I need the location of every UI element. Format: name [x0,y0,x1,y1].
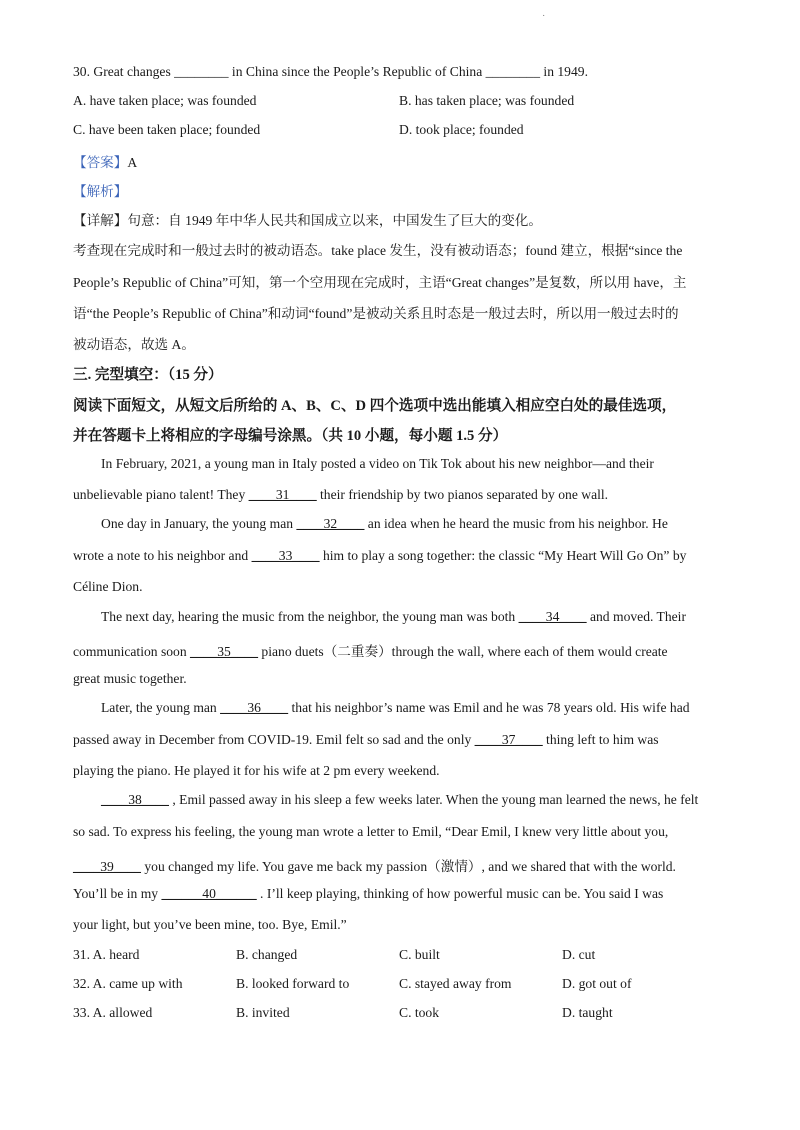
passage-line [101,609,686,625]
answer-line [73,151,137,171]
blank-39: ____39____ [73,859,141,874]
passage-line [101,516,668,532]
passage-text: him to play a song together: the classic “My Heart Will Go On” by [319,548,687,563]
passage-text: thing left to him was [542,732,659,747]
passage-text: wrote a note to his neighbor and [73,548,252,563]
option-32-d: D. got out of [562,976,632,991]
passage-text: You’ll be in my [73,886,162,901]
answer-label: 【答案】 [73,155,128,170]
detail-line-5: 被动语态，故选 A。 [73,337,195,352]
detail-line-3: People’s Republic of China”可知，第一个空用现在完成时，主语“Great changes”是复数，所以用 have，主 [73,275,687,290]
passage-line: great music together. [73,671,187,686]
blank-32: ____32____ [296,516,365,531]
passage-text: and moved. Their [586,609,686,624]
option-32-b: B. looked forward to [236,976,350,991]
option-31-c: C. built [399,947,440,962]
blank-36: ____36____ [220,700,289,715]
option-32-a: 32. A. came up with [73,976,183,991]
top-mark: ˙ [542,14,546,25]
analysis-label: 【解析】 [73,184,128,199]
passage-line: playing the piano. He played it for his wife at 2 pm every weekend. [73,763,440,778]
passage-text: you changed my life. You gave me back my passion（激情）, and we shared that with the world. [140,859,676,874]
passage-line: Céline Dion. [73,579,143,594]
blank-40: ______40______ [161,886,257,901]
section-heading: 三. 完型填空：（15 分） [73,367,223,383]
passage-text: One day in January, the young man [101,516,297,531]
detail-line-1: 【详解】句意：自 1949 年中华人民共和国成立以来，中国发生了巨大的变化。 [73,213,542,228]
option-33-b: B. invited [236,1005,290,1020]
detail-line-2: 考查现在完成时和一般过去时的被动语态。take place 发生，没有被动语态；found 建立，根据“since the [73,243,683,258]
q30-stem: 30. Great changes ________ in China since the People’s Republic of China ________ in 1949. [73,64,588,79]
passage-line [73,855,676,875]
answer-value: A [127,155,138,170]
passage-line: so sad. To express his feeling, the young man wrote a letter to Emil, “Dear Emil, I knew very little about you, [73,824,669,839]
passage-line [101,792,698,808]
option-31-a: 31. A. heard [73,947,140,962]
passage-text: their friendship by two pianos separated by one wall. [316,487,609,502]
q30-option-a: A. have taken place; was founded [73,93,257,108]
q30-option-c: C. have been taken place; founded [73,122,261,137]
passage-line: your light, but you’ve been mine, too. Bye, Emil.” [73,917,347,932]
blank-33: ____33____ [251,548,320,563]
option-33-c: C. took [399,1005,440,1020]
passage-text: an idea when he heard the music from his neighbor. He [364,516,668,531]
passage-text: passed away in December from COVID-19. Emil felt so sad and the only [73,732,475,747]
passage-line [73,886,663,902]
passage-line [73,732,659,748]
blank-38: ____38____ [101,792,169,807]
option-31-b: B. changed [236,947,298,962]
option-33-a: 33. A. allowed [73,1005,153,1020]
blank-31: ____31____ [248,487,317,502]
q30-option-b: B. has taken place; was founded [399,93,575,108]
q30-option-d: D. took place; founded [399,122,524,137]
option-32-c: C. stayed away from [399,976,512,991]
blank-34: ____34____ [518,609,587,624]
option-31-d: D. cut [562,947,596,962]
blank-37: ____37____ [474,732,543,747]
section-instruction-2: 并在答题卡上将相应的字母编号涂黑。（共 10 小题，每小题 1.5 分） [73,428,508,444]
passage-line [73,487,608,503]
passage-text: that his neighbor’s name was Emil and he was 78 years old. His wife had [288,700,690,715]
passage-line [73,640,668,660]
passage-line: In February, 2021, a young man in Italy posted a video on Tik Tok about his new neighbor—and their [101,456,654,471]
passage-line [101,700,690,716]
passage-text: Later, the young man [101,700,221,715]
passage-line [73,548,686,564]
passage-text: unbelievable piano talent! They [73,487,249,502]
option-33-d: D. taught [562,1005,613,1020]
passage-text: The next day, hearing the music from the neighbor, the young man was both [101,609,519,624]
passage-text: , Emil passed away in his sleep a few weeks later. When the young man learned the news, he felt [168,792,699,807]
blank-35: ____35____ [190,644,259,659]
section-instruction-1: 阅读下面短文，从短文后所给的 A、B、C、D 四个选项中选出能填入相应空白处的最佳选项， [73,398,677,414]
detail-line-4: 语“the People’s Republic of China”和动词“found”是被动关系且时态是一般过去时，所以用一般过去时的 [73,306,679,321]
passage-text: piano duets（二重奏）through the wall, where each of them would create [258,644,668,659]
passage-text: communication soon [73,644,191,659]
passage-text: . I’ll keep playing, thinking of how powerful music can be. You said I was [256,886,664,901]
